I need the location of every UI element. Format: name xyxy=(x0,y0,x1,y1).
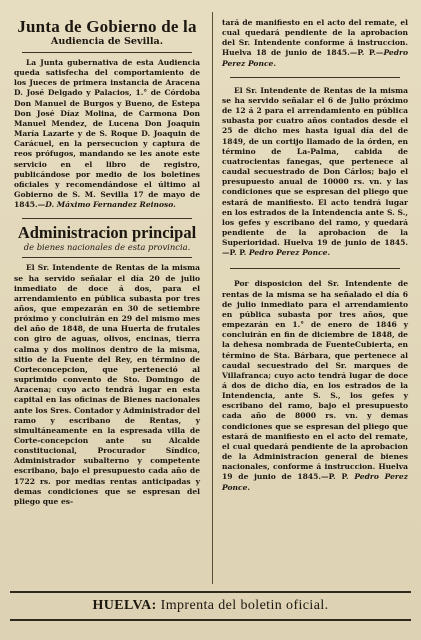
cortijo-notice xyxy=(222,86,408,259)
huerta-notice: El Sr. Intendente de Rentas de la misma se ha servido señalar el día 20 de julio inmediato de doce á dos, para el arrendamiento en pública subasta por tres años, que empezarán en 30 de setiembre próximo y concluirán en 29 del mismo mes del año de 1848, de una Huerta de frutales con giro de aguas, olivos, encinas, tierra calma y dos molinos dentro de la misma, sitio de la Fuente del Rey, en término de Corteconcepcion, que perteneció al suprimido convento de Sto. Domingo de Aracena; cuyo acto tendrá lugar en esta capital en las oficinas de Bienes nacionales ante los Sres. Contador y Administrador del ramo y escribano de Rentas, y simultáneamente en la espresada villa de Corte-concepcion ante su Alcalde constitucional, Procurador Síndico, Administrador subalterno y competente escribano, bajo el presupuesto cada año de 1722 rs. por medias rentas anticipadas y demas condiciones que se espresan del pliego que es- xyxy=(14,263,200,506)
huerta-signature: Pedro Perez Ponce. xyxy=(222,48,408,68)
dehesa-notice xyxy=(222,279,408,492)
divider xyxy=(22,218,192,219)
left-column xyxy=(14,18,200,507)
huerta-notice-continued xyxy=(222,18,408,69)
junta-notice xyxy=(14,58,200,210)
divider xyxy=(22,52,192,53)
junta-heading: Junta de Gobierno de la xyxy=(17,17,197,36)
huerta-continued-text: tará de manifiesto en el acto del remate, el cual quedará pendiente de la aprobacion del Sr. Intendente conforme á instruccion. Huelva 18 de junio de 1845.—P. P.— xyxy=(222,18,408,58)
imprint-place: HUELVA: xyxy=(92,598,157,613)
junta-subheading: Audiencia de Sevilla. xyxy=(50,36,164,47)
divider xyxy=(230,77,400,78)
column-rule xyxy=(212,12,213,584)
right-column xyxy=(222,18,408,493)
dehesa-signature: Pedro Perez Ponce. xyxy=(222,472,409,492)
divider xyxy=(22,257,192,258)
administracion-heading: Administracion principal xyxy=(17,223,197,243)
cortijo-signature: Pedro Perez Ponce. xyxy=(248,248,331,258)
dehesa-notice-text: Por disposicion del Sr. Intendente de rentas de la misma se ha señalado el día 6 de julio inmediato para el arrendamiento en pública subasta por tres años, que empezarán en 1.° de enero de 1846 y concluirán en fin de diciembre de 1848, de la dehesa nombrada de FuenteCubierta, en término de Sta. Bárbara, que pertenece al caudal secuestrado del Sr. marques de Villafranca; cuyo acto tendrá lugar de doce á dos de dicho día, en los estrados de la Intendencia, ante S. S., los gefes y escribano del ramo, bajo el presupuesto cada año de 8000 rs. vn. y demas condiciones que se espresan del pliego que estará de manifiesto en el acto del remate, el cual quedará pendiente de la aprobacion de la Administracion general de bienes nacionales, conforme á instruccion. Huelva 19 de junio de 1845.—P. P. xyxy=(222,279,408,482)
junta-signature: D. Máximo Fernandez Reinoso. xyxy=(45,200,176,210)
imprint-line xyxy=(92,598,328,614)
junta-notice-text: La Junta gubernativa de esta Audiencia queda satisfecha del comportamiento de los Jueces de primera instancia de Aracena D. José Delgado y Palacios, 1.° de Córdoba Don Manuel de Burgos y Bueno, de Estepa Don José Díaz Molina, de Carmona Don Manuel Mendez, de Lucena Don Joaquin María Lazarte y de S. Roque D. Joaquin de Carácuel, en la persecucion y captura de reos prófugos, mandando se les anote este servicio en el libro de registro, publicándose por medio de los boletines oficiales y recomendándose el último al Gobierno de S. M. Sevilla 17 de mayo de 1845.— xyxy=(14,58,200,210)
imprint-footer xyxy=(10,591,411,621)
imprint-press: Imprenta del boletin oficial. xyxy=(160,598,329,613)
administracion-subheading: de bienes nacionales de esta provincia. xyxy=(23,242,191,253)
cortijo-notice-text: El Sr. Intendente de Rentas de la misma se ha servido señalar el 6 de Julio próximo de 12 á 2 para el arrendamiento en pública subasta por cuatro años contados desde el 25 de dicho mes hasta igual día del de 1849, de un cortijo llamado de la órden, en término de La-Palma, cabida de cuatrocientas fanegas, que pertenece al caudal secuestrado de Don Cárlos; bajo el presupuesto anual de 10000 rs. vn. y las condiciones que se espresan del pliego que estará de manifiesto. El acto tendrá lugar en los estrados de la Intendencia ante S. S., los gefes y escribano del ramo, y quedará pendiente de la aprobacion de la Superioridad. Huelva 19 de junio de 1845.—P. P. xyxy=(222,85,408,258)
divider xyxy=(230,268,400,269)
